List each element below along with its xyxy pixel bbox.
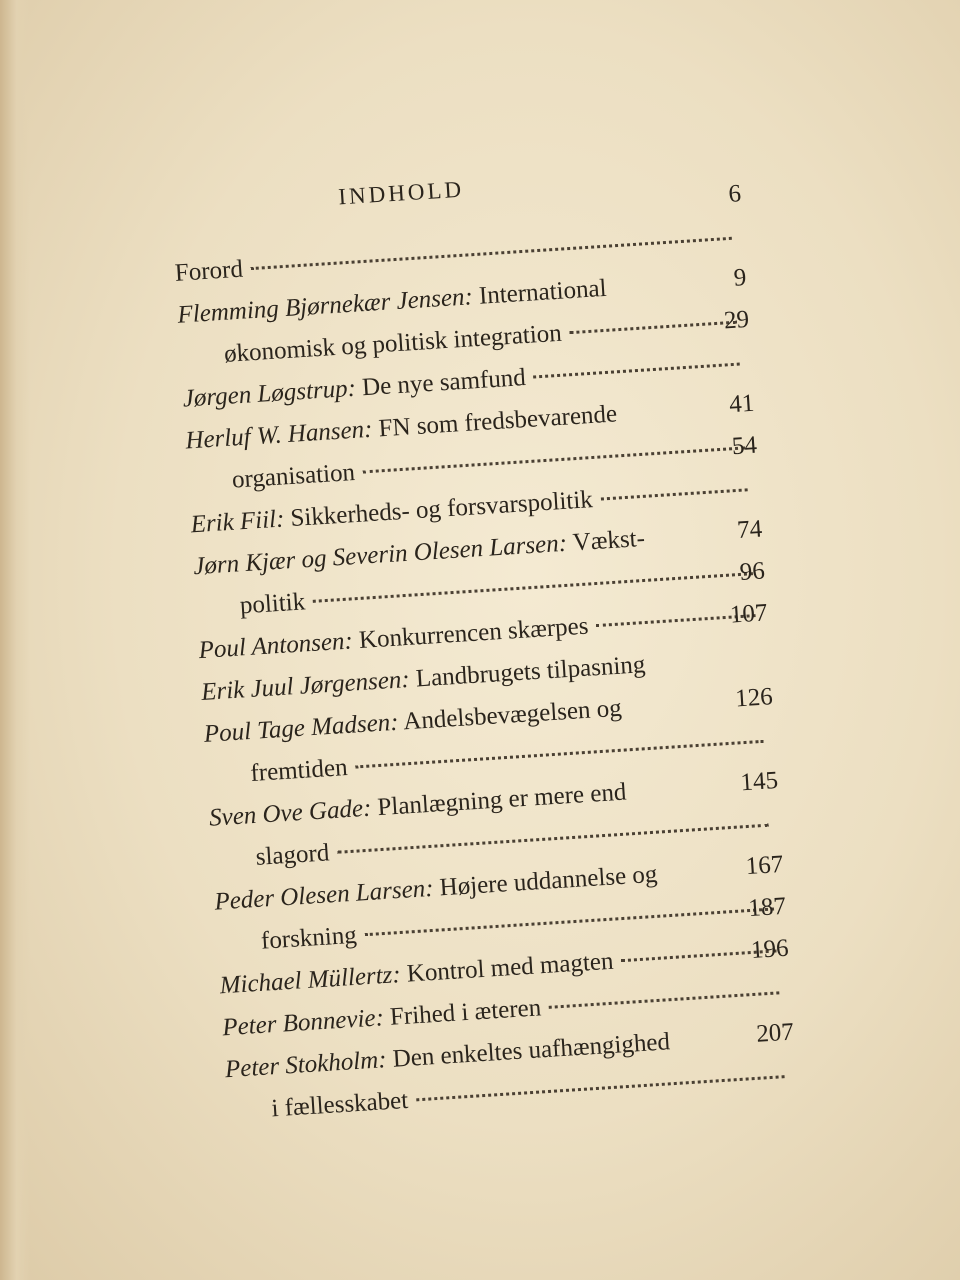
entry-page-number: 6 <box>727 180 742 208</box>
entry-author: Poul Tage Madsen: <box>203 708 400 748</box>
entry-page-number: 167 <box>744 850 785 881</box>
entry-title-continued: organisation <box>231 458 356 494</box>
entry-title: Den enkeltes uafhængighed <box>391 1028 671 1073</box>
entry-title-continued: forskning <box>260 921 358 955</box>
entry-title: FN som fredsbevarende <box>377 400 618 443</box>
entry-title: Vækst- <box>571 524 646 557</box>
entry-title: Andelsbevægelsen og <box>402 694 623 736</box>
dot-leader <box>416 1073 785 1101</box>
entry-page-number: 107 <box>729 599 769 629</box>
entry-title: Højere uddannelse og <box>438 860 659 902</box>
toc-heading: INDHOLD <box>337 176 465 210</box>
entry-title-continued: i fællesskabet <box>270 1086 409 1123</box>
entry-page-number: 187 <box>747 892 787 923</box>
entry-title-continued: politik <box>239 588 306 620</box>
entry-page-number: 196 <box>750 934 790 964</box>
entry-title: Sikkerheds- og forsvarspolitik <box>289 486 594 533</box>
entry-page-number: 207 <box>755 1018 795 1048</box>
entry-page-number: 54 <box>731 431 758 461</box>
entry-author: Flemming Bjørnekær Jensen: <box>176 283 474 329</box>
entry-title: International <box>478 274 608 310</box>
entry-author: Erik Juul Jørgensen: <box>200 665 411 706</box>
entry-author: Sven Ove Gade: <box>208 794 373 832</box>
entry-title: Forord <box>174 255 244 287</box>
dot-leader <box>533 361 739 379</box>
dot-leader <box>549 989 780 1008</box>
entry-page-number: 41 <box>728 389 756 419</box>
entry-page-number: 96 <box>738 557 766 586</box>
dot-leader <box>364 905 774 936</box>
entry-author: Poul Antonsen: <box>197 627 354 665</box>
entry-author: Peter Stokholm: <box>224 1046 388 1084</box>
entry-title: Konkurrencen skærpes <box>358 612 590 654</box>
entry-author: Erik Fiil: <box>189 505 286 539</box>
entry-title: Planlægning er mere end <box>376 778 628 822</box>
entry-title: Landbrugets tilpasning <box>415 651 647 693</box>
entry-author: Michael Müllertz: <box>218 961 402 1000</box>
entry-title-continued: slagord <box>254 839 331 871</box>
entry-title: Frihed i æteren <box>389 994 542 1031</box>
entry-title: Kontrol med magten <box>405 947 615 988</box>
entry-title-continued: fremtiden <box>249 754 349 788</box>
entry-author: Peder Olesen Larsen: <box>213 874 435 916</box>
dot-leader <box>600 486 747 500</box>
entry-author: Jørgen Løgstrup: <box>181 374 357 413</box>
entry-page-number: 74 <box>736 515 763 545</box>
entry-page-number: 126 <box>734 683 774 713</box>
entry-page-number: 9 <box>732 264 748 292</box>
entry-title: De nye samfund <box>361 364 527 402</box>
entry-author: Herluf W. Hansen: <box>184 415 374 455</box>
dot-leader <box>363 444 745 473</box>
dot-leader <box>355 738 763 769</box>
entry-page-number: 145 <box>739 767 779 797</box>
entry-page-number: 29 <box>723 305 750 335</box>
entry-title-continued: økonomisk og politisk integration <box>223 319 563 368</box>
table-of-contents-page <box>170 159 800 1123</box>
book-gutter-shadow <box>0 0 30 1280</box>
entry-author: Jørn Kjær og Severin Olesen Larsen: <box>192 529 568 581</box>
entry-author: Peter Bonnevie: <box>221 1004 385 1042</box>
